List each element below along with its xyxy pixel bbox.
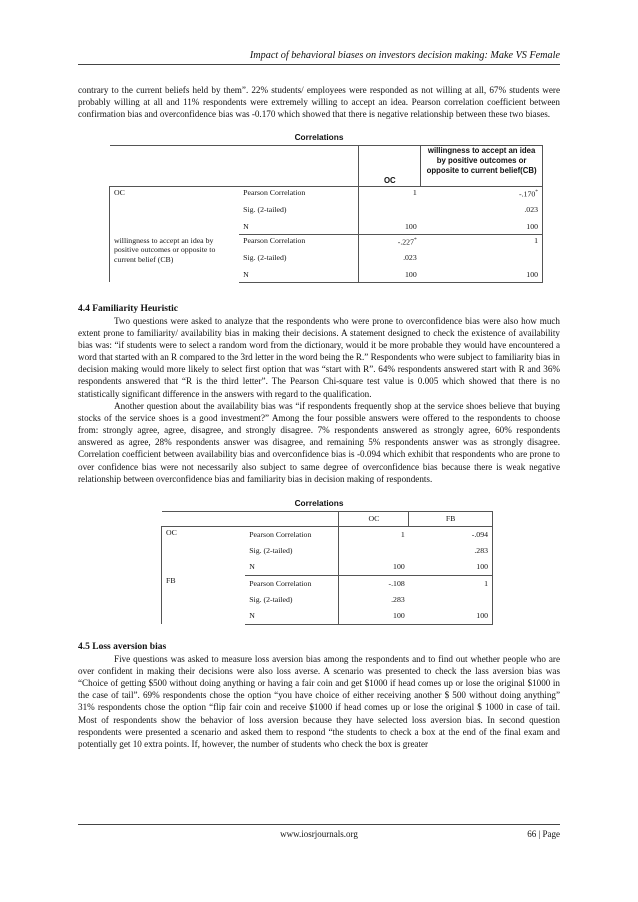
section-4-4-paragraph-1: Two questions were asked to analyze that the respondents who were prone to overconfidence bias were also how much extent prone to familiarity/ availability bias in making their decisions. A statement designed to check the existence of availability bias was: “if students were to select a random word from the dictionary, would it be more probable they would have encountered a word that started with an R compared to the 3rd letter in the word being the R.” Respondents who were subject to familiarity bias in decision making would more likely to select first option that was “start with R”. 64% respondents answered start with R and 36% respondents answered that “R is the third letter”. The Pearson Chi-square test value is 0.005 which showed that there is no statistically significant difference in the answers with regard to the qualification. (78, 315, 560, 399)
section-4-5-paragraph-1: Five questions was asked to measure loss aversion bias among the respondents and to find out whether people who are over confident in making their decisions were also loss averse. A scenario was presented to check the lass aversion bias was “Choice of getting $500 without doing anything or having a fair coin and get $1000 if head comes up or lose the original $1000 in the case of tail”. 69% respondents chose the option “you have choice of either receiving another $ 500 without doing anything” 31% respondents chose the option “flip fair coin and receive $1000 if head comes up or lose the original $ 1000 in case of tail. Most of respondents show the behavior of loss aversion because they have selected loss aversion bias. In second question respondents were presented a scenario and asked them to respond “the students to check a box at the end of the final exam and potentially get 10 extra points. If, however, the number of students who check the box is greater (78, 653, 560, 749)
footer-divider (78, 824, 560, 825)
table2-row-label-oc: OC (162, 526, 246, 575)
table-cell: -.108 (339, 575, 409, 592)
table-cell: -.094 (409, 526, 493, 543)
table2-row-label-fb: FB (162, 575, 246, 624)
table2-col-fb: FB (409, 511, 493, 526)
table-cell: 100 (409, 608, 493, 625)
table-cell: 1 (339, 526, 409, 543)
table1-header-blank (110, 146, 359, 187)
table1-header-row (110, 146, 543, 187)
table1-col-oc: OC (359, 146, 421, 187)
table-cell: 100 (359, 220, 421, 235)
main-content (78, 84, 560, 750)
table2-header-blank (162, 511, 339, 526)
stat-label: N (245, 559, 339, 576)
cell-value: -.227 (397, 237, 414, 247)
table-cell (339, 543, 409, 559)
table-cell (409, 592, 493, 608)
section-heading-4-4: 4.4 Familiarity Heuristic (78, 303, 178, 314)
stat-label: Sig. (2-tailed) (249, 545, 293, 555)
table-row (162, 575, 493, 592)
cell-value: -.170 (519, 190, 536, 200)
table-cell: 100 (359, 268, 421, 283)
table-cell: 1 (421, 235, 543, 248)
stat-label: N (239, 220, 359, 235)
table-cell: 100 (339, 608, 409, 625)
footer-url: www.iosrjournals.org (280, 829, 358, 839)
table2-header-row (162, 511, 493, 526)
table-row (162, 526, 493, 543)
stat-label: Pearson Correlation (245, 526, 339, 543)
table-cell: .283 (339, 592, 409, 608)
table-cell: 1 (409, 575, 493, 592)
stat-label: Sig. (2-tailed) (243, 252, 287, 262)
table2-caption: Correlations (294, 497, 344, 508)
section-heading-4-5: 4.5 Loss aversion bias (78, 641, 167, 652)
stat-label: N (239, 268, 359, 283)
table-cell: .283 (409, 543, 493, 559)
table-row (110, 187, 543, 200)
table1-correlations (109, 145, 543, 282)
stat-label: Pearson Correlation (239, 187, 359, 200)
table-cell (421, 248, 543, 268)
table-cell: 100 (421, 268, 543, 283)
table1-col-cb: willingness to accept an idea by positive outcomes or opposite to current belief(CB) (421, 146, 543, 187)
significance-mark: * (413, 237, 417, 244)
table-cell: .023 (421, 200, 543, 220)
table-cell: 100 (339, 559, 409, 576)
table1-row-label-cb: willingness to accept an idea by positive outcomes or opposite to current belief (CB) (110, 235, 240, 283)
footer-page-number: 66 | Page (527, 829, 560, 839)
stat-label: Sig. (2-tailed) (243, 205, 287, 215)
intro-paragraph: contrary to the current beliefs held by them”. 22% students/ employees were responded as not willing at all, 67% students were probably willing at all and 11% respondents were extremely willing to accept an idea. Pearson correlation coefficient between confirmation bias and overconfidence bias was -0.170 which showed that there is negative relationship between these two biases. (78, 85, 560, 120)
stat-label: N (245, 608, 339, 625)
running-header: Impact of behavioral biases on investors decision making: Make VS Female (78, 50, 560, 65)
significance-mark: * (535, 189, 538, 196)
table-cell: 100 (409, 559, 493, 576)
stat-label: Pearson Correlation (249, 578, 312, 588)
table1-row-label-oc: OC (110, 187, 240, 235)
table-cell (359, 200, 421, 220)
table-cell: 1 (359, 187, 421, 200)
stat-label: Pearson Correlation (243, 236, 306, 246)
table2-col-oc: OC (339, 511, 409, 526)
stat-label: Sig. (2-tailed) (249, 594, 293, 604)
section-4-4-paragraph-2: Another question about the availability bias was “if respondents frequently shop at the service shoes believe that buying stocks of the service shoes is a good investment?” Among the four possible answers were offered to the respondents to choose from: strongly agree, agree, disagree, and strongly disagree. 7% respondents answered as strongly agree, 60% respondents answered as agree, 28% respondents answer was disagree, and remaining 5% respondents answer was as strongly disagree. Correlation coefficient between availability bias and overconfidence bias is -0.094 which exhibit that respondents who are prone to over confidence bias were not necessarily also subject to same degree of overconfidence bias because there is weak negative relationship between overconfidence bias and familiarity bias in decision making of respondents. (78, 400, 560, 484)
table-row (110, 235, 543, 248)
table-cell: 100 (421, 220, 543, 235)
table-cell (421, 187, 543, 200)
table2-correlations (161, 511, 493, 625)
table-cell: .023 (359, 248, 421, 268)
table1-caption: Correlations (294, 132, 344, 143)
table-cell (359, 235, 421, 248)
